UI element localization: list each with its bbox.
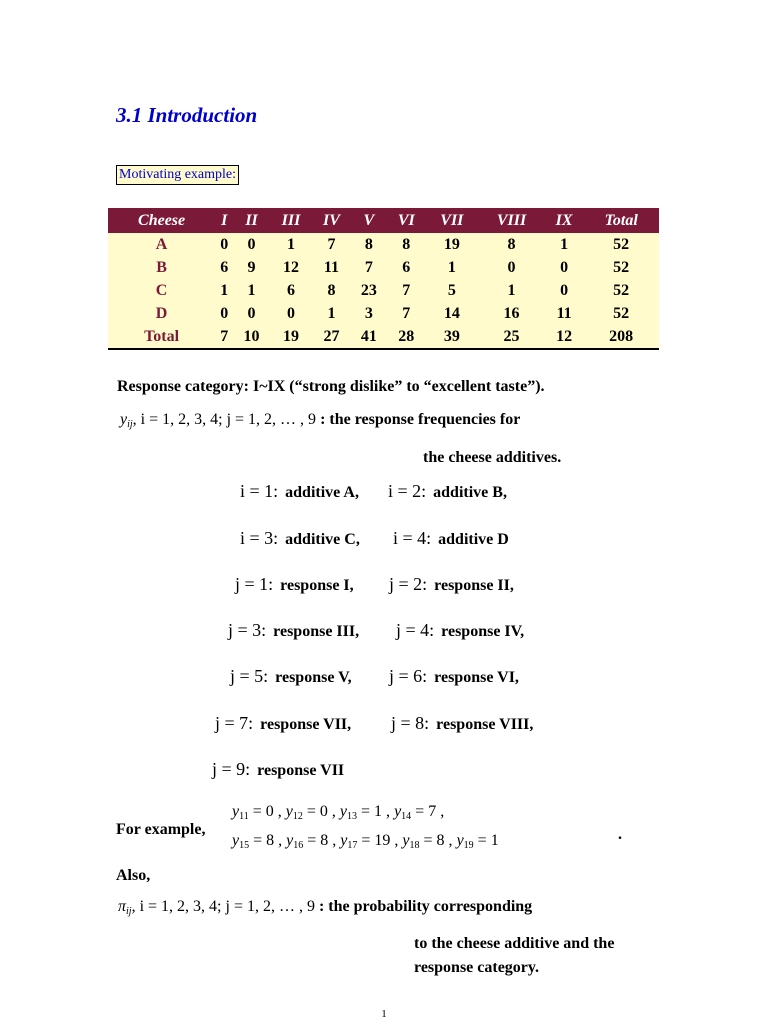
mapping-item <box>389 574 514 595</box>
table-cell: 0 <box>215 233 233 256</box>
mapping-item <box>240 528 360 549</box>
pi-definition <box>118 898 532 917</box>
mapping-text: response I, <box>280 577 354 594</box>
mapping-lhs: j = 6: <box>389 666 428 686</box>
table-header-cell: VIII <box>478 208 545 233</box>
mapping-item <box>393 528 509 549</box>
mapping-text: response VII, <box>260 716 352 733</box>
table-cell: 19 <box>426 233 479 256</box>
mapping-lhs: j = 9: <box>212 759 251 779</box>
y-value: = 8 , <box>303 832 341 849</box>
y-value: = 1 <box>473 832 503 849</box>
y-value: = 0 , <box>248 803 286 820</box>
table-cell: 8 <box>351 233 387 256</box>
y-symbol: y <box>285 803 293 820</box>
pi-description-2: to the cheese additive and the <box>414 935 615 952</box>
pi-subscript: ij <box>126 906 132 917</box>
table-cell: 28 <box>387 325 425 349</box>
mapping-item <box>215 713 351 734</box>
table-cell: 12 <box>545 325 583 349</box>
mapping-text: response VIII, <box>436 716 534 733</box>
table-cell: 52 <box>583 256 659 279</box>
mapping-lhs: j = 8: <box>391 713 430 733</box>
row-label: D <box>108 302 215 325</box>
row-label: B <box>108 256 215 279</box>
table-header-row <box>108 208 659 233</box>
y-symbol: y <box>232 803 240 820</box>
mapping-item <box>388 481 507 502</box>
table-cell: 10 <box>233 325 269 349</box>
mapping-lhs: i = 4: <box>393 528 432 548</box>
table-cell: 11 <box>545 302 583 325</box>
y-symbol: y <box>232 832 240 849</box>
table-cell: 1 <box>270 233 313 256</box>
mapping-text: response II, <box>434 577 514 594</box>
table-header-cell: VI <box>387 208 425 233</box>
table-row <box>108 302 659 325</box>
table-cell: 1 <box>545 233 583 256</box>
y-subscript: 15 <box>239 840 250 851</box>
y-symbol: y <box>402 832 410 849</box>
table-cell: 8 <box>312 279 350 302</box>
y-symbol: y <box>339 803 348 820</box>
table-header-cell: V <box>351 208 387 233</box>
table-header-cell: VII <box>426 208 479 233</box>
y-symbol: y <box>286 832 294 849</box>
pi-index-text: , i = 1, 2, 3, 4; j = 1, 2, … , 9 <box>131 898 315 915</box>
section-title: 3.1 Introduction <box>116 103 258 127</box>
mapping-text: additive B, <box>433 484 507 501</box>
y-subscript: 17 <box>347 840 358 851</box>
table-header-cell: II <box>233 208 269 233</box>
mapping-lhs: j = 2: <box>389 574 428 594</box>
y-subscript: 12 <box>292 811 303 822</box>
example-line-1 <box>232 803 444 822</box>
response-category-text: Response category: I~IX (“strong dislike” to “excellent taste”). <box>117 378 545 395</box>
mapping-item <box>228 620 359 641</box>
table-cell: 52 <box>583 279 659 302</box>
table-cell: 6 <box>387 256 425 279</box>
table-cell: 12 <box>270 256 313 279</box>
y-value: = 1 , <box>357 803 395 820</box>
table-cell: 11 <box>312 256 350 279</box>
mapping-item <box>396 620 524 641</box>
table-cell: 3 <box>351 302 387 325</box>
table-cell: 5 <box>426 279 479 302</box>
mapping-lhs: j = 5: <box>230 666 269 686</box>
table-cell: 7 <box>312 233 350 256</box>
table-cell: 0 <box>545 279 583 302</box>
pi-description-1: : the probability corresponding <box>318 898 533 915</box>
page-number: 1 <box>381 1008 387 1020</box>
table-cell: 6 <box>270 279 313 302</box>
table-cell: 52 <box>583 302 659 325</box>
table-header-cell: III <box>270 208 313 233</box>
mapping-item <box>240 481 359 502</box>
table-header-cell: I <box>215 208 233 233</box>
table-cell: 8 <box>387 233 425 256</box>
table-row <box>108 279 659 302</box>
mapping-lhs: j = 7: <box>215 713 254 733</box>
table-cell: 1 <box>233 279 269 302</box>
table-header-cell: IX <box>545 208 583 233</box>
table-cell: 6 <box>215 256 233 279</box>
y-subscript: 16 <box>293 840 304 851</box>
table-cell: 39 <box>426 325 479 349</box>
table-cell: 0 <box>270 302 313 325</box>
table-cell: 7 <box>387 302 425 325</box>
y-subscript: 19 <box>463 840 474 851</box>
yij-index-text: , i = 1, 2, 3, 4; j = 1, 2, … , 9 <box>132 411 317 428</box>
mapping-lhs: i = 2: <box>388 481 427 501</box>
row-label: C <box>108 279 215 302</box>
table-row <box>108 325 659 349</box>
mapping-text: response VII <box>257 762 345 779</box>
table-cell: 19 <box>270 325 313 349</box>
table-cell: 0 <box>233 233 269 256</box>
example-period: . <box>618 826 622 843</box>
pi-symbol: π <box>118 898 127 915</box>
table-cell: 25 <box>478 325 545 349</box>
yij-description-2: the cheese additives. <box>423 449 562 466</box>
table-cell: 1 <box>426 256 479 279</box>
mapping-item <box>389 666 519 687</box>
y-value: = 0 , <box>302 803 340 820</box>
table-cell: 23 <box>351 279 387 302</box>
y-value: = 8 , <box>419 832 457 849</box>
table-cell: 0 <box>478 256 545 279</box>
y-value: = 8 , <box>249 832 287 849</box>
mapping-lhs: j = 4: <box>396 620 435 640</box>
table-cell: 208 <box>583 325 659 349</box>
table-header-cell: Cheese <box>108 208 215 233</box>
table-cell: 16 <box>478 302 545 325</box>
mapping-text: response IV, <box>441 623 525 640</box>
table-row <box>108 233 659 256</box>
y-value: = 19 , <box>357 832 403 849</box>
table-cell: 7 <box>215 325 233 349</box>
mapping-text: response VI, <box>434 669 519 686</box>
mapping-lhs: i = 3: <box>240 528 279 548</box>
y-symbol: y <box>394 803 402 820</box>
mapping-lhs: j = 3: <box>228 620 267 640</box>
table-cell: 14 <box>426 302 479 325</box>
y-symbol: y <box>340 832 348 849</box>
y-subscript: 11 <box>239 811 249 822</box>
row-label: Total <box>108 325 215 349</box>
mapping-item <box>391 713 533 734</box>
pi-description-3: response category. <box>414 959 540 976</box>
y-symbol: y <box>456 832 464 849</box>
table-row <box>108 256 659 279</box>
y-subscript: 18 <box>409 840 420 851</box>
mapping-text: additive C, <box>285 531 360 548</box>
for-example-label: For example, <box>116 821 206 838</box>
table-cell: 7 <box>387 279 425 302</box>
mapping-text: additive A, <box>285 484 359 501</box>
y-subscript: 14 <box>401 811 412 822</box>
table-cell: 0 <box>545 256 583 279</box>
mapping-item <box>212 759 344 780</box>
cheese-table <box>108 208 659 350</box>
mapping-text: response III, <box>273 623 360 640</box>
table-cell: 0 <box>233 302 269 325</box>
table-cell: 8 <box>478 233 545 256</box>
table-cell: 27 <box>312 325 350 349</box>
yij-subscript: ij <box>127 419 133 430</box>
y-value: = 7 , <box>411 803 445 820</box>
table-cell: 1 <box>478 279 545 302</box>
table-cell: 7 <box>351 256 387 279</box>
row-label: A <box>108 233 215 256</box>
table-cell: 52 <box>583 233 659 256</box>
mapping-lhs: j = 1: <box>235 574 274 594</box>
table-cell: 1 <box>215 279 233 302</box>
yij-symbol: y <box>120 411 128 428</box>
table-cell: 1 <box>312 302 350 325</box>
table-header-cell: IV <box>312 208 350 233</box>
mapping-lhs: i = 1: <box>240 481 279 501</box>
also-label: Also, <box>116 867 151 884</box>
table-cell: 9 <box>233 256 269 279</box>
yij-definition <box>120 411 520 430</box>
table-cell: 41 <box>351 325 387 349</box>
mapping-item <box>235 574 354 595</box>
table-cell: 0 <box>215 302 233 325</box>
mapping-text: response V, <box>275 669 352 686</box>
mapping-item <box>230 666 352 687</box>
mapping-text: additive D <box>438 531 509 548</box>
yij-description-1: : the response frequencies for <box>320 411 521 428</box>
example-line-2 <box>232 832 503 851</box>
y-subscript: 13 <box>347 811 358 822</box>
table-header-cell: Total <box>583 208 659 233</box>
motivating-example-label: Motivating example: <box>116 165 239 185</box>
